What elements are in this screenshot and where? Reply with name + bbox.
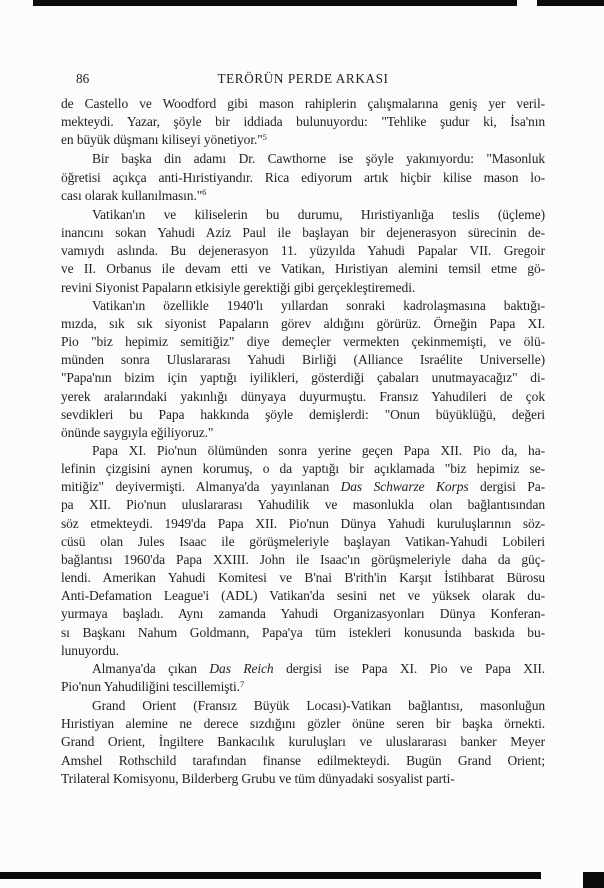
text-line xyxy=(61,424,545,442)
text-segment: yerek aralarındaki yakınlığı dünyaya duyurmuştu. Fransız Yahudileri de çok xyxy=(61,388,545,404)
running-header xyxy=(61,71,545,87)
text-line xyxy=(61,551,545,569)
text-line xyxy=(61,224,545,242)
text-line xyxy=(61,478,545,496)
text-segment: cası olarak kullanılmasın." xyxy=(61,187,203,203)
scan-artifact-top-bar xyxy=(33,0,517,6)
text-line xyxy=(61,369,545,387)
text-segment: Vatikan'ın özellikle 1940'lı yıllardan sonraki kadrolaşmasına baktığı- xyxy=(92,297,545,313)
text-line xyxy=(61,660,545,678)
text-segment: söz etmekteydi. 1949'da Papa XII. Pio'nun Dünya Yahudi kuruluşlarının söz- xyxy=(61,515,545,531)
scan-artifact-bottom-corner xyxy=(583,872,604,888)
text-line xyxy=(61,533,545,551)
text-line xyxy=(61,569,545,587)
text-line xyxy=(61,770,545,788)
text-segment: Das Reich xyxy=(209,660,274,676)
text-segment: münden sonra Uluslararası Yahudi Birliği (Alliance Israélite Universelle) xyxy=(61,352,545,368)
text-segment: vamıydı aslında. Bu dejenerasyon 11. yüzyılda Yahudi Papalar VII. Gregoir xyxy=(61,243,545,259)
text-segment: pa XII. Pio'nun uluslararası Yahudilik ve masonlukla olan bağlantısından xyxy=(61,497,545,513)
text-line xyxy=(61,242,545,260)
text-segment: dergisi ise Papa XI. Pio ve Papa XII. xyxy=(273,660,545,676)
text-line xyxy=(61,715,545,733)
text-segment: yurmaya başladı. Aynı zamanda Yahudi Organizasyonları Dünya Konferan- xyxy=(61,606,545,622)
text-segment: Hıristiyan alemine ne derece sızdığını gözler önüne seren bir başka örnekti. xyxy=(61,716,545,732)
text-line xyxy=(61,206,545,224)
text-segment: Vatikan'ın ve kiliselerin bu durumu, Hıristiyanlığa teslis (üçleme) xyxy=(92,206,545,222)
text-segment: en büyük düşmanı kiliseyi yönetiyor." xyxy=(61,132,263,148)
text-line xyxy=(61,113,545,131)
text-line xyxy=(61,496,545,514)
text-segment: lunuyordu. xyxy=(61,642,119,658)
text-segment: "Papa'nın bizim için yaptığı iyilikleri, gösterdiği çabaları unutmayacağız" di- xyxy=(61,370,545,386)
scan-artifact-top-right-bar xyxy=(537,0,604,6)
footnote-reference: 5 xyxy=(262,131,267,142)
text-line xyxy=(61,642,545,660)
text-line xyxy=(61,605,545,623)
text-line xyxy=(61,187,545,206)
scan-artifact-bottom-bar xyxy=(0,872,541,879)
text-line xyxy=(61,752,545,770)
text-line xyxy=(61,131,545,150)
text-segment: de Castello ve Woodford gibi mason rahiplerin çalışmalarına geniş yer veril- xyxy=(61,96,545,111)
text-line xyxy=(61,733,545,751)
text-segment: Pio "biz hepimiz semitiğiz" diye demeçler vermekten çekinmemişti, ve ölü- xyxy=(61,334,545,350)
text-segment: ve II. Orbanus ile devam etti ve Vatikan, Hıristiyan alemini temsil etme gö- xyxy=(61,261,545,277)
text-line xyxy=(61,624,545,642)
text-line xyxy=(61,388,545,406)
text-segment: bağlantısı 1960'da Papa XXIII. John ile Isaac'ın görüşmeleriyle daha da güç- xyxy=(61,551,545,567)
text-segment: Almanya'da çıkan xyxy=(92,660,210,676)
text-line xyxy=(61,297,545,315)
text-line xyxy=(61,587,545,605)
page-number: 86 xyxy=(76,71,90,86)
text-segment: öğretisi açıkça anti-Hıristiyandır. Rica ediyorum artık hiçbir kilise mason lo- xyxy=(61,169,545,185)
text-line xyxy=(61,351,545,369)
text-line xyxy=(61,150,545,168)
text-line xyxy=(61,333,545,351)
text-line xyxy=(61,442,545,460)
page-body xyxy=(61,95,545,788)
text-segment: sevdikleri bu Papa hakkında şöyle demişlerdi: "Onun büyüklüğü, değeri xyxy=(61,406,545,422)
text-segment: lefinin çizgisini aynen korumuş, o da yaptığı bir açıklamada "biz hepimiz se- xyxy=(61,461,545,477)
text-line xyxy=(61,697,545,715)
footnote-reference: 6 xyxy=(202,187,207,198)
text-line xyxy=(61,260,545,278)
text-segment: Trilateral Komisyonu, Bilderberg Grubu ve tüm dünyadaki sosyalist parti- xyxy=(61,770,455,786)
text-segment: mekteydi. Yazar, şöyle bir iddiada bulunuyordu: "Tehlike şudur ki, İsa'nın xyxy=(61,114,545,130)
text-segment: Grand Orient, İngiltere Bankacılık kuruluşları ve uluslararası banker Meyer xyxy=(61,734,545,750)
page-header-title: TERÖRÜN PERDE ARKASI xyxy=(217,71,389,86)
text-segment: mızda, sık sık siyonist Papaların görev aldığını görürüz. Örneğin Papa XI. xyxy=(61,315,545,331)
text-segment: Grand Orient (Fransız Büyük Locası)-Vatikan bağlantısı, masonluğun xyxy=(92,698,545,714)
text-line xyxy=(61,460,545,478)
text-segment: Amshel Rothschild tarafından finanse edilmekteydi. Bugün Grand Orient; xyxy=(61,752,545,768)
text-line xyxy=(61,678,545,697)
text-segment: dergisi Pa- xyxy=(468,479,545,495)
text-segment: sı Başkanı Nahum Goldmann, Papa'ya tüm istekleri konusunda baskıda bu- xyxy=(61,624,545,640)
footnote-reference: 7 xyxy=(239,678,245,689)
text-line xyxy=(61,315,545,333)
text-segment: Anti-Defamation League'i (ADL) Vatikan'da sesini net ve yüksek olarak du- xyxy=(61,588,545,604)
text-segment: mitiğiz" deyivermişti. Almanya'da yayınlanan xyxy=(61,479,341,495)
text-segment: Papa XI. Pio'nun ölümünden sonra yerine geçen Papa XII. Pio da, ha- xyxy=(92,442,545,458)
text-segment: Bir başka din adamı Dr. Cawthorne ise şöyle yakınıyordu: "Masonluk xyxy=(92,151,545,167)
text-line xyxy=(61,95,545,113)
text-segment: lendi. Amerikan Yahudi Komitesi ve B'nai B'rith'in Karşıt İstihbarat Bürosu xyxy=(61,570,545,586)
text-segment: Pio'nun Yahudiliğini tescillemişti. xyxy=(61,679,240,694)
text-line xyxy=(61,169,545,187)
text-line xyxy=(61,515,545,533)
text-segment: cüsü olan Jules Isaac ile görüşmeleriyle başlayan Vatikan-Yahudi Lobileri xyxy=(61,533,545,549)
text-line xyxy=(61,406,545,424)
text-segment: önünde saygıyla eğiliyoruz." xyxy=(61,424,214,440)
text-line xyxy=(61,279,545,297)
text-segment: inancını sokan Yahudi Aziz Paul ile başlayan bir dejenerasyon sürecinin de- xyxy=(61,225,545,241)
text-segment: Das Schwarze Korps xyxy=(340,479,469,495)
text-segment: revini Siyonist Papaların etkisiyle gerektiği gibi gerçekleştiremedi. xyxy=(61,279,416,295)
